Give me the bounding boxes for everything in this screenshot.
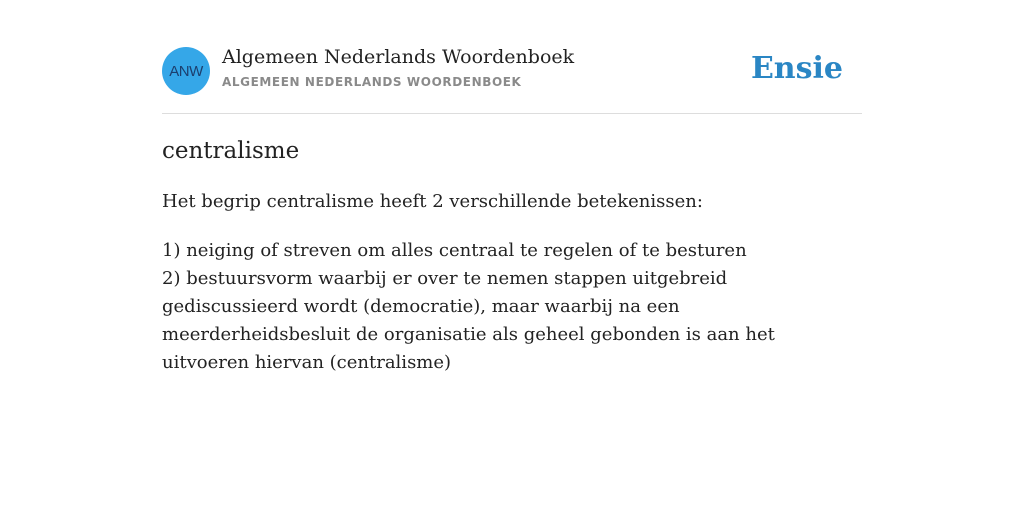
source-title[interactable]: Algemeen Nederlands Woordenboek: [222, 46, 575, 68]
definition-item: 1) neiging of streven om alles centraal te regelen of te besturen: [162, 240, 747, 261]
entry-term: centralisme: [162, 138, 300, 164]
source-subtitle: ALGEMEEN NEDERLANDS WOORDENBOEK: [222, 75, 522, 89]
ensie-logo[interactable]: Ensie: [750, 51, 843, 86]
anw-logo[interactable]: ANW: [162, 47, 210, 95]
definition-item: 2) bestuursvorm waarbij er over te nemen stappen uitgebreid gediscussieerd wordt (democratie), maar waarbij na een meerderheidsbesluit de organisatie als geheel gebonden is aan het uitvoeren hiervan (centralisme): [162, 268, 775, 373]
entry-intro: Het begrip centralisme heeft 2 verschillende betekenissen:: [162, 191, 703, 212]
header-divider: [162, 113, 862, 114]
header: [162, 46, 862, 96]
definition-list: [162, 237, 862, 377]
